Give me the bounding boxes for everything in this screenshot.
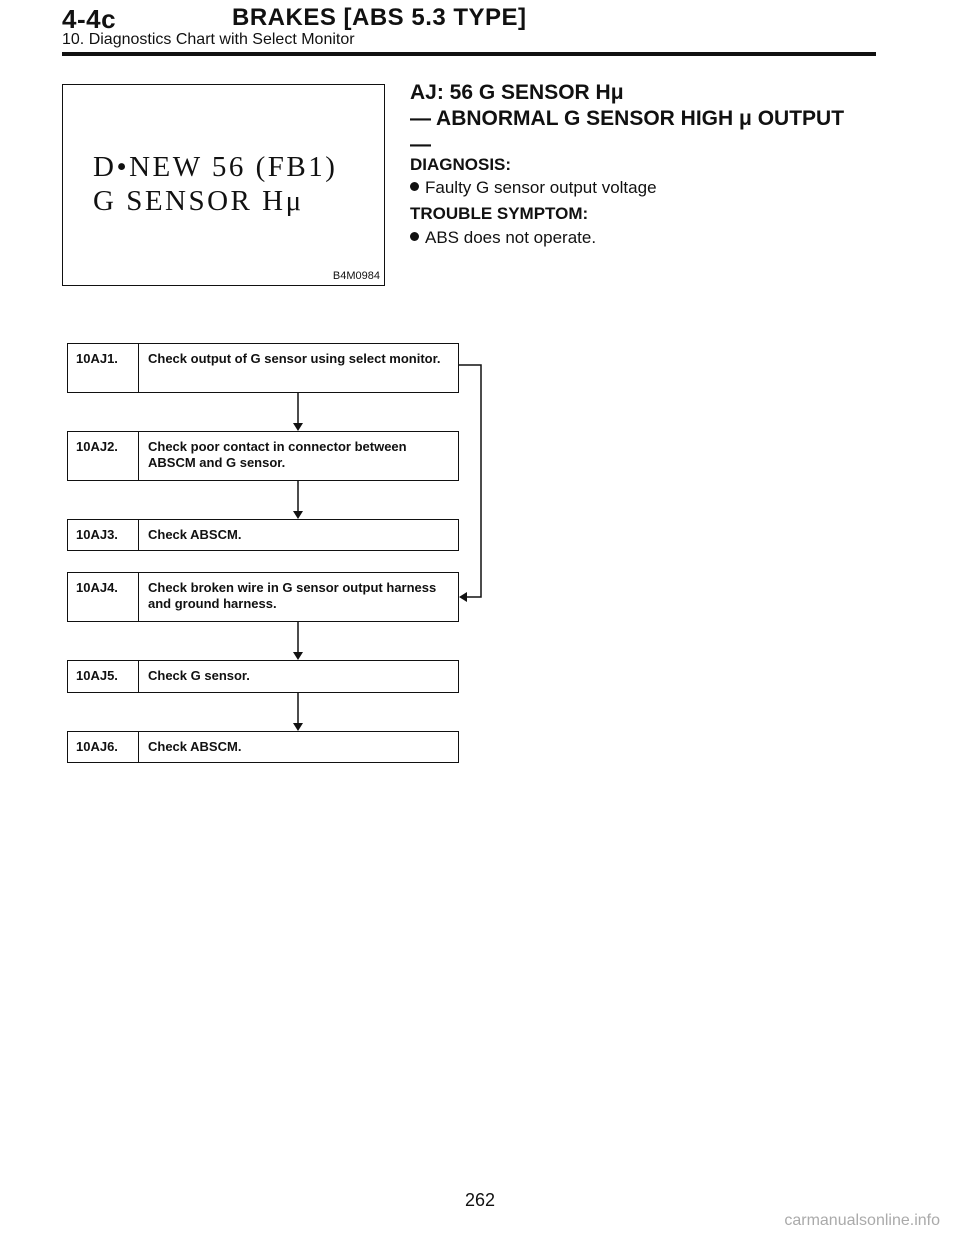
step-text: Check broken wire in G sensor output harness and ground harness. [148,580,437,611]
trouble-symptom-heading: TROUBLE SYMPTOM: [410,204,589,223]
section-number: 4-4c [62,4,117,34]
diagnosis-heading: DIAGNOSIS: [410,155,512,174]
page-title: BRAKES [ABS 5.3 TYPE] [232,4,527,31]
arrow-down-icon [293,423,303,431]
figure-code: B4M0984 [332,270,380,282]
step-code: 10AJ5. [68,661,139,692]
step-text: Check ABSCM. [148,739,242,754]
watermark: carmanualsonline.info [784,1212,940,1229]
arrow-down-icon [293,652,303,660]
monitor-display-line-1: D•NEW 56 (FB1) [93,151,338,183]
page-number: 262 [464,1190,496,1210]
step-code: 10AJ6. [68,732,139,762]
step-text: Check poor contact in connector between ABSCM and G sensor. [148,439,407,470]
step-code: 10AJ2. [68,432,139,480]
monitor-display-line-2: G SENSOR Hμ [93,185,304,217]
arrow-left-icon [459,592,467,602]
trouble-symptom-item-text: ABS does not operate. [425,228,597,247]
arrow-down-icon [293,723,303,731]
arrow-down-icon [293,511,303,519]
trouble-code-title-line-3: — [410,133,431,156]
diagnosis-item-text: Faulty G sensor output voltage [425,178,657,197]
step-code: 10AJ1. [68,344,139,392]
step-text: Check ABSCM. [148,527,242,542]
step-text: Check output of G sensor using select monitor. [148,351,441,366]
trouble-code-title-line-1: AJ: 56 G SENSOR Hμ [410,81,624,104]
bypass-connector-line [459,365,481,597]
step-text: Check G sensor. [148,668,250,683]
step-code: 10AJ4. [68,573,139,621]
step-code: 10AJ3. [68,520,139,550]
trouble-code-title-line-2: — ABNORMAL G SENSOR HIGH μ OUTPUT [410,107,845,130]
page-subtitle: 10. Diagnostics Chart with Select Monitor [62,31,355,48]
